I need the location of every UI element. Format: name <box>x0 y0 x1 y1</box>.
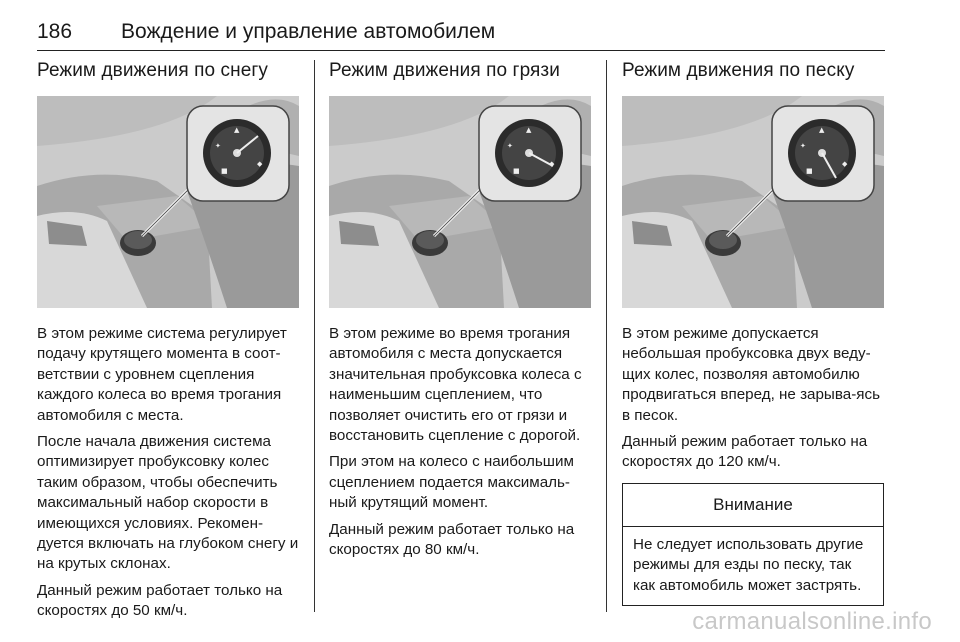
mud-mode-knob-illustration <box>329 96 591 308</box>
section-body-mud <box>329 324 591 560</box>
page-number: 186 <box>37 20 73 43</box>
paragraph: В этом режиме во время трогания автомобиля с места допускается значительная пробуксовка колеса с наименьшим сцеплением, что позволяет очистить его от грязи и восстановить сцепление с дорогой. <box>329 325 582 445</box>
page-header <box>37 14 885 51</box>
svg-text:▲: ▲ <box>526 126 532 134</box>
snow-mode-knob-illustration <box>37 96 299 308</box>
svg-text:■: ■ <box>513 167 520 175</box>
paragraph: Данный режим работает только на скоростях до 50 км/ч. <box>37 581 283 620</box>
svg-text:▲: ▲ <box>234 126 240 134</box>
caution-title: Внимание <box>623 484 883 527</box>
paragraph: При этом на колесо с наибольшим сцеплением подается максималь-ный крутящий момент. <box>329 453 574 512</box>
sand-mode-knob-illustration <box>622 96 884 308</box>
column-mud <box>329 60 591 566</box>
svg-text:◆: ◆ <box>842 160 848 168</box>
caution-box <box>622 483 884 606</box>
svg-text:◆: ◆ <box>549 160 555 168</box>
svg-text:■: ■ <box>221 167 228 175</box>
column-divider <box>606 60 607 612</box>
section-body-snow <box>37 324 299 622</box>
svg-text:✦: ✦ <box>800 142 806 150</box>
caution-text: Не следует использовать другие режимы для езды по песку, так как автомобиль может застрять. <box>633 535 864 594</box>
paragraph: После начала движения система оптимизирует пробуксовку колес таким образом, чтобы обеспечить максимальный набор скорости в имеющихся условиях. Рекомен-дуется включать на глубоком снегу и на крутых склонах. <box>37 433 299 573</box>
chapter-title: Вождение и управление автомобилем <box>121 20 496 43</box>
svg-text:✦: ✦ <box>215 142 221 150</box>
section-body-sand <box>622 324 884 473</box>
section-title-snow: Режим движения по снегу <box>37 60 269 81</box>
svg-text:◆: ◆ <box>257 160 263 168</box>
section-title-mud: Режим движения по грязи <box>329 60 560 81</box>
paragraph: В этом режиме допускается небольшая пробуксовка двух веду-щих колес, позволяя автомобилю продвигаться вперед, не зарыва-ясь в песок. <box>622 325 880 424</box>
column-divider <box>314 60 315 612</box>
watermark: carmanualsonline.info <box>692 608 932 635</box>
column-sand <box>622 60 884 606</box>
paragraph: Данный режим работает только на скоростях до 120 км/ч. <box>622 433 868 471</box>
section-title-sand: Режим движения по песку <box>622 60 855 81</box>
svg-text:✦: ✦ <box>507 142 513 150</box>
paragraph: В этом режиме система регулирует подачу крутящего момента в соот-ветствии с уровнем сцепления каждого колеса во время трогания автомобиля с места. <box>37 325 287 424</box>
paragraph: Данный режим работает только на скоростях до 80 км/ч. <box>329 520 575 559</box>
svg-text:▲: ▲ <box>819 126 825 134</box>
svg-text:■: ■ <box>806 167 813 175</box>
column-snow <box>37 60 299 628</box>
